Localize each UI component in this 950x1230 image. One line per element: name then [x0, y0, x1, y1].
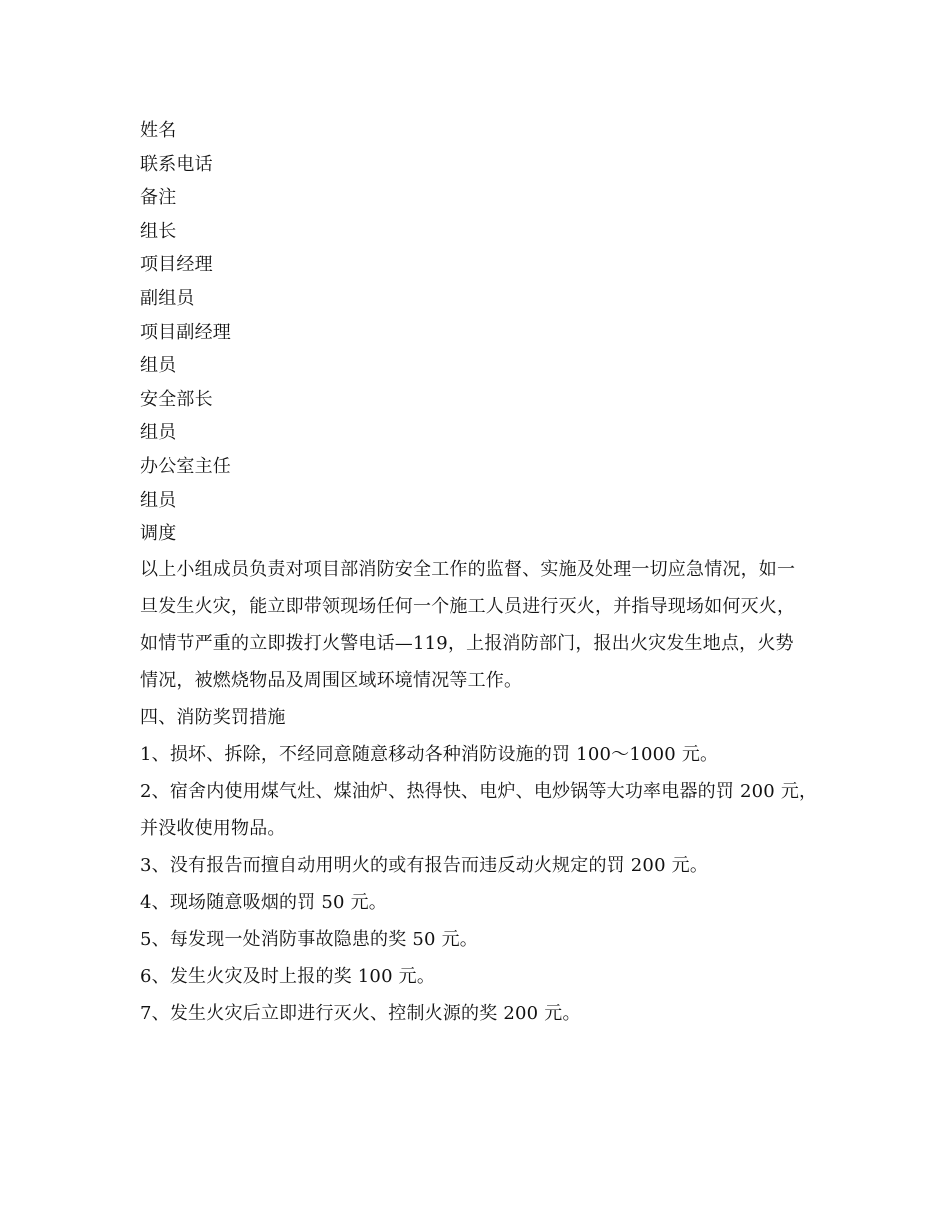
document-page	[140, 114, 830, 1032]
label-group-leader: 组长	[140, 220, 177, 242]
rule-item-5	[140, 921, 830, 958]
label-deputy-member: 副组员	[140, 287, 195, 309]
rules-list	[140, 736, 830, 1032]
rule-line: 7、发生火灾后立即进行灭火、控制火源的奖 200 元。	[140, 1002, 581, 1024]
rule-item-2	[140, 773, 830, 847]
rule-line: 5、每发现一处消防事故隐患的奖 50 元。	[140, 928, 478, 950]
label-project-manager: 项目经理	[140, 254, 213, 276]
label-remark: 备注	[140, 187, 177, 209]
rule-line: 3、没有报告而擅自动用明火的或有报告而违反动火规定的罚 200 元。	[140, 854, 709, 876]
rule-line: 4、现场随意吸烟的罚 50 元。	[140, 891, 387, 913]
paragraph-line: 旦发生火灾，能立即带领现场任何一个施工人员进行灭火，并指导现场如何灭火，	[140, 595, 796, 617]
label-deputy-project-manager: 项目副经理	[140, 321, 231, 343]
label-safety-head: 安全部长	[140, 388, 213, 410]
rule-item-3	[140, 847, 830, 884]
paragraph-line: 如情节严重的立即拨打火警电话—119，上报消防部门，报出火灾发生地点，火势	[140, 632, 794, 654]
label-member-2: 组员	[140, 422, 177, 444]
label-member-3: 组员	[140, 489, 177, 511]
paragraph-line: 以上小组成员负责对项目部消防安全工作的监督、实施及处理一切应急情况，如一	[140, 558, 796, 580]
label-name: 姓名	[140, 120, 177, 141]
rule-item-7	[140, 995, 830, 1032]
label-office-director: 办公室主任	[140, 455, 231, 477]
rule-line: 6、发生火灾及时上报的奖 100 元。	[140, 965, 436, 987]
rule-line: 2、宿舍内使用煤气灶、煤油炉、热得快、电炉、电炒锅等大功率电器的罚 200 元，	[140, 780, 818, 802]
rule-item-6	[140, 958, 830, 995]
rule-item-1	[140, 736, 830, 773]
rule-line: 1、损坏、拆除，不经同意随意移动各种消防设施的罚 100～1000 元。	[140, 743, 719, 765]
label-member-1: 组员	[140, 355, 177, 377]
responsibility-paragraph	[140, 551, 830, 699]
rule-item-4	[140, 884, 830, 921]
paragraph-line: 情况，被燃烧物品及周围区域环境情况等工作。	[140, 669, 523, 691]
label-dispatcher: 调度	[140, 523, 177, 545]
section-heading: 四、消防奖罚措施	[140, 706, 286, 728]
roster-labels	[140, 114, 830, 551]
label-phone: 联系电话	[140, 153, 213, 175]
rule-line: 并没收使用物品。	[140, 817, 286, 839]
